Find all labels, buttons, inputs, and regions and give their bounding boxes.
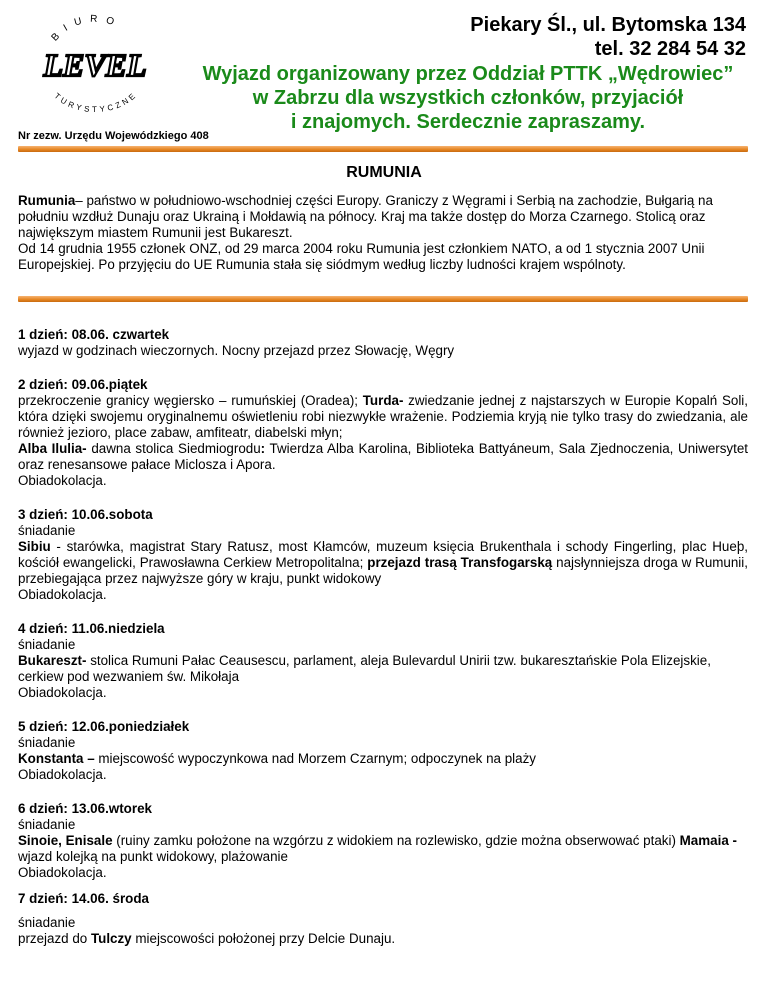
meal-note: Obiadokolacja. — [18, 587, 107, 602]
day-text — [18, 393, 748, 441]
meal-note: Obiadokolacja. — [18, 685, 107, 700]
company-logo — [30, 14, 160, 114]
logo-arc-top: BIURO — [49, 14, 123, 44]
text-span: - starówka, magistrat Stary Ratusz, most Kłamców, muzeum księcia Brukenthala i schody Fingerling, plac Hueþ, kościół ewangelicki, Prawosławna Cerkiew Metropolitalna; — [18, 539, 748, 570]
intro-paragraph-1 — [18, 193, 748, 241]
day-text — [18, 931, 748, 947]
place-name: Tulczy — [90, 931, 132, 946]
day-3 — [18, 507, 748, 603]
text-span: przejazd do — [18, 931, 91, 946]
text-span: miejscowość wypoczynkowa nad Morzem Czarnym; odpoczynek na plaży — [94, 751, 536, 766]
place-name: Sibiu — [18, 539, 51, 554]
text-span: Twierdza Alba Karolina, Biblioteka Battyáneum, Sala Zjednoczenia, Uniwersytet oraz renesansowe pałace Miclosza i Apora. — [18, 441, 749, 472]
text-span: przekroczenie granicy węgiersko – rumuńskiej (Oradea); — [18, 393, 363, 408]
day-title: 5 dzień: 12.06.poniedziałek — [18, 719, 190, 734]
divider-middle — [18, 296, 748, 302]
text-span: (ruiny zamku położone na wzgórzu z widokiem na rozlewisko, gdzie można obserwować ptaki) — [112, 833, 680, 848]
text-span: wjazd kolejką na punkt widokowy, plażowanie — [18, 849, 288, 864]
day-text: wyjazd w godzinach wieczornych. Nocny przejazd przez Słowację, Węgry — [18, 343, 455, 358]
day-text — [18, 833, 748, 865]
day-6 — [18, 801, 748, 881]
day-1 — [18, 327, 748, 359]
divider-top — [18, 146, 748, 152]
logo-arc-bottom: TURYSTYCZNE — [52, 89, 140, 114]
address-line: Piekary Śl., ul. Bytomska 134 — [470, 14, 746, 36]
text-span: zwiedzanie jednej z najstarszych w Europie Kopalń Soli, która dzięki swojemu oryginalnemu oświetleniu robi niezwykłe wrażenie. Podziemia kryją nie tylko trasy do zwiedzania, ale również jezioro, place zabaw, amfiteatr, diabelski młyn; — [18, 393, 749, 440]
text-span: miejscowości położonej przy Delcie Dunaju. — [131, 931, 396, 946]
svg-text:BIURO — [50, 14, 123, 44]
organizer-line-2: w Zabrzu dla wszystkich członków, przyjaciół — [252, 87, 684, 109]
day-4 — [18, 621, 748, 701]
text-span: dawna stolica Siedmiogrodu — [86, 441, 261, 456]
place-name: Bukareszt- — [18, 653, 87, 668]
text-bold: : — [260, 441, 266, 456]
day-text — [18, 539, 748, 587]
place-name: przejazd trasą Transfogarską — [367, 555, 553, 570]
organizer-line-3: i znajomych. Serdecznie zapraszamy. — [290, 111, 646, 133]
organizer-line-1: Wyjazd organizowany przez Oddział PTTK „Wędrowiec” — [202, 63, 734, 85]
day-title: 1 dzień: 08.06. czwartek — [18, 327, 170, 342]
day-2 — [18, 377, 748, 489]
organizer-text — [188, 62, 748, 134]
itinerary — [18, 327, 748, 965]
day-title: 7 dzień: 14.06. środa — [18, 891, 149, 906]
day-title: 4 dzień: 11.06.niedziela — [18, 621, 165, 636]
intro-country-name: Rumunia — [18, 193, 76, 208]
day-text — [18, 653, 748, 685]
permit-number: Nr zezw. Urzędu Wojewódzkiego 408 — [18, 130, 209, 142]
day-title: 2 dzień: 09.06.piątek — [18, 377, 148, 392]
place-name: Sinoie, Enisale — [18, 833, 113, 848]
breakfast-note: śniadanie — [18, 915, 76, 930]
breakfast-note: śniadanie — [18, 735, 76, 750]
intro-paragraph-2: Od 14 grudnia 1955 członek ONZ, od 29 marca 2004 roku Rumunia jest członkiem NATO, a od 1 stycznia 2007 Unii Europejskiej. Po przyjęciu do UE Rumunia stała się siódmym według liczby ludności krajem wspólnoty. — [18, 241, 705, 272]
place-name: Alba Ilulia- — [18, 441, 87, 456]
day-title: 3 dzień: 10.06.sobota — [18, 507, 153, 522]
breakfast-note: śniadanie — [18, 637, 76, 652]
place-name: Turda- — [362, 393, 404, 408]
day-text — [18, 751, 748, 767]
text-span: stolica Rumuni Pałac Ceausescu, parlament, aleja Bulevardul Unirii tzw. bukaresztańskie Pola Elizejskie, cerkiew pod wezwaniem św. Mikołaja — [18, 653, 711, 684]
text-span: najsłynniejsza droga w Rumunii, przebiegająca przez najwyższe góry w kraju, punkt widokowy — [18, 555, 748, 586]
day-5 — [18, 719, 748, 783]
intro-section — [18, 193, 748, 273]
logo-main-text: LEVEL — [43, 47, 147, 83]
breakfast-note: śniadanie — [18, 523, 76, 538]
meal-note: Obiadokolacja. — [18, 767, 107, 782]
place-name: Mamaia - — [679, 833, 737, 848]
day-7 — [18, 891, 748, 947]
day-title: 6 dzień: 13.06.wtorek — [18, 801, 152, 816]
meal-note: Obiadokolacja. — [18, 473, 107, 488]
phone-line: tel. 32 284 54 32 — [594, 38, 746, 60]
meal-note: Obiadokolacja. — [18, 865, 107, 880]
page-title: RUMUNIA — [346, 164, 422, 181]
breakfast-note: śniadanie — [18, 817, 76, 832]
place-name: Konstanta – — [18, 751, 95, 766]
intro-text-1: – państwo w południowo-wschodniej części Europy. Graniczy z Węgrami i Serbią na zachodzie, Bułgarią na południu wzdłuż Dunaju oraz Ukrainą i Mołdawią na północy. Kraj ma także dostęp do Morza Czarnego. Stolicą oraz największym miastem Rumunii jest Bukareszt. — [18, 193, 713, 240]
svg-text:TURYSTYCZNE — [53, 90, 140, 114]
day-text — [18, 441, 748, 473]
